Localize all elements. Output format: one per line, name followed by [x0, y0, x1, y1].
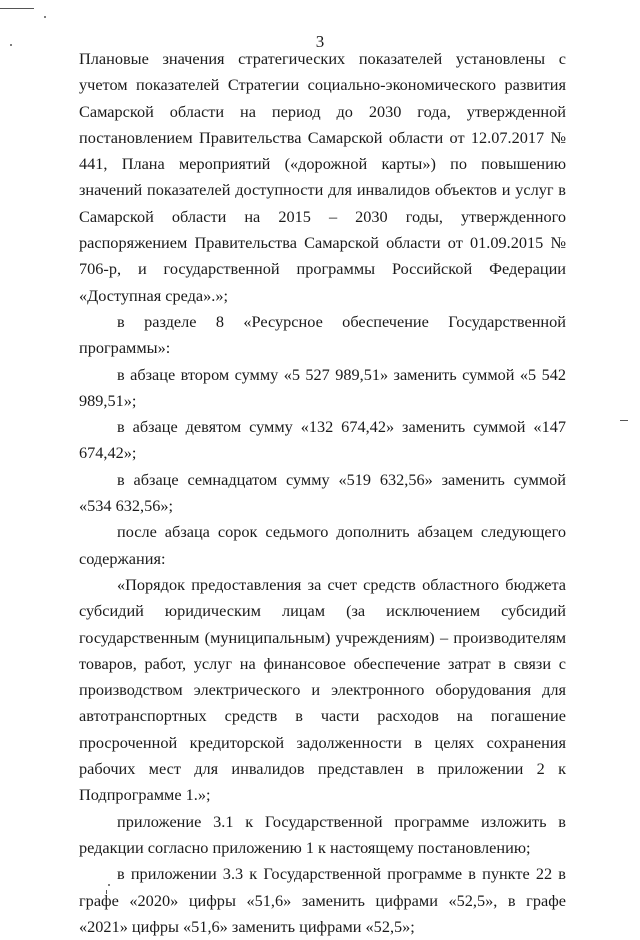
paragraph-amendment-seventeenth: в абзаце семнадцатом сумму «519 632,56» заменить суммой «534 632,56»;: [79, 469, 566, 516]
scan-artifact-dash: [620, 420, 628, 421]
paragraph-section-8-heading: в разделе 8 «Ресурсное обеспечение Государственной программы»:: [79, 311, 566, 358]
paragraph-add-after-47: после абзаца сорок седьмого дополнить абзацем следующего содержания:: [79, 522, 566, 568]
paragraph-amendment-second: в абзаце втором сумму «5 527 989,51» заменить суммой «5 542 989,51»;: [79, 364, 566, 410]
document-body: [79, 46, 566, 940]
paragraph-amendment-ninth: в абзаце девятом сумму «132 674,42» заменить суммой «147 674,42»;: [79, 417, 566, 463]
paragraph-subsidy-procedure: «Порядок предоставления за счет средств областного бюджета субсидий юридическим лицам (за исключением субсидий государственным (муниципальным) учреждениям) – производителям товаров, работ, услуг на финансовое обеспечение затрат в связи с производством электрического и электронного оборудования для автотранспортных средств в части расходов на погашение просроченной кредиторской задолженности в целях сохранения рабочих мест для инвалидов представлен в приложении 2 к Подпрограмме 1.»;: [79, 574, 566, 805]
paragraph-appendix-3-3: в приложении 3.3 к Государственной программе в пункте 22 в графе «2020» цифры «51,6» заменить цифрами «52,5», в графе «2021» цифры «51,6» заменить цифрами «52,5»;: [79, 864, 566, 936]
page-number: 3: [315, 32, 325, 51]
scan-artifact-dot: [44, 16, 46, 18]
paragraph-appendix-3-1: приложение 3.1 к Государственной программе изложить в редакции согласно приложению 1 к настоящему постановлению;: [79, 811, 566, 857]
paragraph-strategic-indicators: Плановые значения стратегических показателей установлены с учетом показателей Стратегии социально-экономического развития Самарской области на период до 2030 года, утвержденной постановлением Правительства Самарской области от 12.07.2017 № 441, Плана мероприятий («дорожной карты») по повышению значений показателей доступности для инвалидов объектов и услуг в Самарской области на 2015 – 2030 годы, утвержденного распоряжением Правительства Самарской области от 01.09.2015 № 706-р, и государственной программы Российской Федерации «Доступная среда».»;: [79, 49, 566, 305]
scan-artifact-line: [0, 8, 34, 9]
